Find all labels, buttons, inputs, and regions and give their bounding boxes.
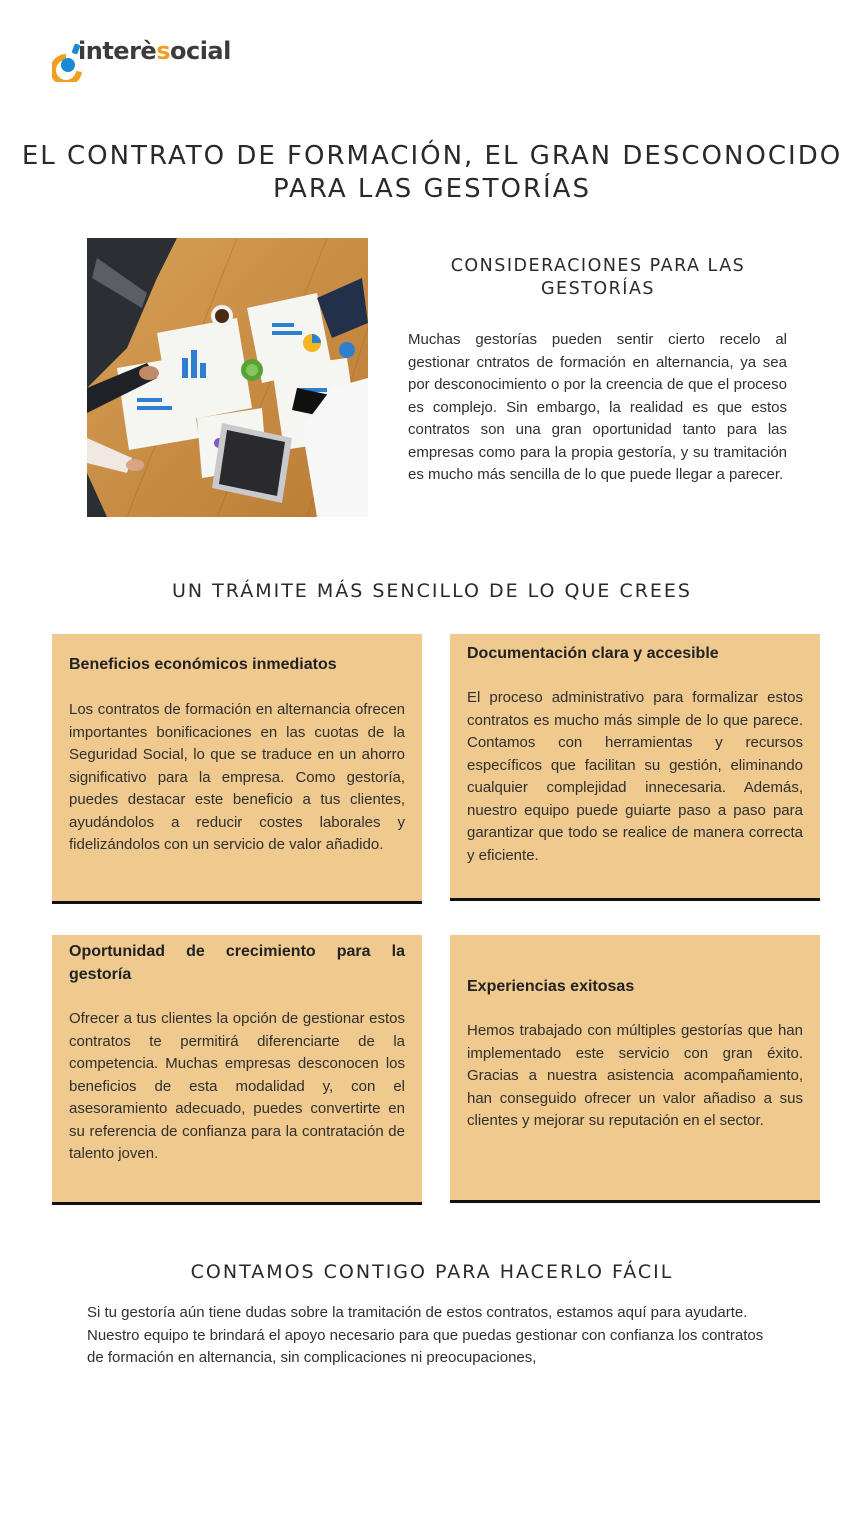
card-body: Hemos trabajado con múltiples gestorías que han implementado este servicio con gran éxito. Gracias a nuestra asistencia acompañamiento, han conseguido ofrecer un valor añadiso a sus clientes y mejorar su reputación en el sector.	[467, 1022, 803, 1129]
card-body: Los contratos de formación en alternancia ofrecen importantes bonificaciones en las cuotas de la Seguridad Social, lo que se traduce en un ahorro significativo para la empresa. Como gestoría, puedes destacar este beneficio a tus clientes, ayudándolos a reducir costes laborales y fidelizándolos con un servicio de valor añadido.	[69, 701, 405, 853]
card-documentacion	[450, 634, 820, 901]
card-body: El proceso administrativo para formalizar estos contratos es mucho más simple de lo que parece. Contamos con herramientas y recursos específicos que facilitan su gestión, eliminando cualquier complejidad innecesaria. Además, nuestro equipo puede guiarte paso a paso para garantizar que todo se realice de manera correcta y eficiente.	[467, 689, 803, 864]
card-title: Experiencias exitosas	[467, 978, 635, 995]
photo-illustration	[87, 238, 368, 517]
page-title: EL CONTRATO DE FORMACIÓN, EL GRAN DESCONOCIDO PARA LAS GESTORÍAS	[21, 141, 843, 204]
office-meeting-photo	[87, 238, 368, 517]
card-body: Ofrecer a tus clientes la opción de gestionar estos contratos te permitirá diferenciarte de la competencia. Muchas empresas desconocen los beneficios de esta modalidad y, con el asesoramiento adecuado, puedes convertirte en su referencia de confianza para la contratación de talento joven.	[69, 1010, 405, 1162]
logo-text-part1: interè	[78, 37, 157, 65]
card-title: Beneficios económicos inmediatos	[69, 656, 337, 673]
logo-text-accent: s	[156, 37, 170, 65]
card-experiencias	[450, 935, 820, 1203]
section-heading-contamos: CONTAMOS CONTIGO PARA HACERLO FÁCIL	[190, 1261, 674, 1283]
logo-text-part3: ocial	[169, 37, 231, 65]
card-beneficios	[52, 634, 422, 904]
card-oportunidad	[52, 935, 422, 1205]
brand-logo	[52, 34, 232, 84]
section-heading-considerations: CONSIDERACIONES PARA LAS GESTORÍAS	[450, 256, 746, 299]
closing-paragraph: Si tu gestoría aún tiene dudas sobre la tramitación de estos contratos, estamos aquí para ayudarte. Nuestro equipo te brindará el apoyo necesario para que puedas gestionar con confianza los contratos de formación en alternancia, sin complicaciones ni preocupaciones,	[87, 1304, 764, 1366]
section-heading-tramite: UN TRÁMITE MÁS SENCILLO DE LO QUE CREES	[172, 580, 692, 602]
intro-paragraph: Muchas gestorías pueden sentir cierto recelo al gestionar cntratos de formación en alternancia, ya sea por desconocimiento o por la creencia de que el proceso es complejo. Sin embargo, la realidad es que estos contratos son una gran oportunidad tanto para las empresas como para la propia gestoría, y su tramitación es mucho más sencilla de lo que puede llegar a parecer.	[408, 331, 787, 483]
card-title: Oportunidad de crecimiento para la gestoría	[69, 943, 405, 983]
card-title: Documentación clara y accesible	[467, 645, 719, 662]
logo-wordmark	[78, 37, 231, 65]
